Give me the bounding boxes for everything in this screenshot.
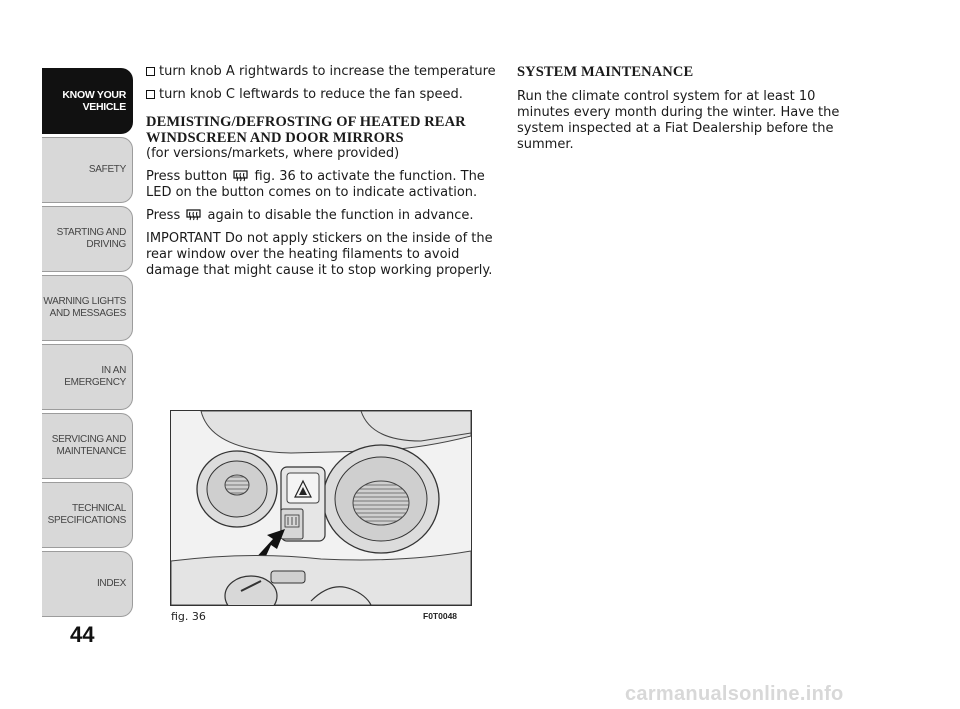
paragraph: Run the climate control system for at least 10 minutes every month during the winter. Have the system inspected at a Fiat Dealership before the summer. [517, 89, 840, 152]
tab-index[interactable] [42, 551, 133, 617]
important-note: IMPORTANT Do not apply stickers on the inside of the rear window over the heating filaments to avoid damage that might cause it to stop working properly. [146, 231, 493, 278]
list-item [146, 87, 496, 103]
tab-label: KNOW YOUR VEHICLE [62, 89, 126, 113]
checkbox-bullet-icon [146, 67, 155, 76]
tab-label: TECHNICAL SPECIFICATIONS [47, 503, 126, 526]
section-heading: DEMISTING/DEFROSTING OF HEATED REAR WINDSCREEN AND DOOR MIRRORS [146, 114, 466, 146]
watermark: carmanualsonline.info [625, 683, 844, 705]
figure-code: F0T0048 [423, 611, 458, 621]
tab-technical-specifications[interactable] [42, 482, 133, 548]
tab-label: WARNING LIGHTS AND MESSAGES [43, 296, 126, 319]
page-number: 44 [70, 622, 95, 647]
figure-caption: fig. 36 [171, 610, 206, 623]
left-column [146, 64, 496, 286]
tab-servicing-and-maintenance[interactable] [42, 413, 133, 479]
figure-dashboard-illustration [170, 410, 472, 606]
press-again-prefix: Press [146, 208, 181, 223]
tab-label: INDEX [96, 578, 126, 589]
tab-safety[interactable] [42, 137, 133, 203]
section-heading: SYSTEM MAINTENANCE [517, 64, 694, 80]
bullet-text: turn knob C leftwards to reduce the fan speed. [159, 87, 463, 102]
tab-know-your-vehicle[interactable] [42, 68, 133, 134]
press-again-suffix: again to disable the function in advance. [207, 208, 474, 223]
press-prefix: Press button [146, 169, 228, 184]
paragraph [146, 208, 496, 224]
press-suffix: fig. 36 to activate the function. The LED on the button comes on to indicate activation. [146, 169, 485, 200]
tab-label: SAFETY [88, 164, 126, 175]
tab-starting-and-driving[interactable] [42, 206, 133, 272]
tab-in-an-emergency[interactable] [42, 344, 133, 410]
list-item [146, 64, 496, 80]
tab-label: IN AN EMERGENCY [64, 365, 126, 388]
subtitle-text: (for versions/markets, where provided) [146, 146, 400, 161]
dashboard-drawing [171, 411, 471, 605]
tab-label: SERVICING AND MAINTENANCE [51, 434, 126, 457]
paragraph [146, 169, 496, 201]
right-column [517, 64, 847, 153]
tab-label: STARTING AND DRIVING [56, 227, 126, 250]
rear-defrost-icon [186, 208, 201, 221]
tab-warning-lights[interactable] [42, 275, 133, 341]
checkbox-bullet-icon [146, 90, 155, 99]
bullet-text: turn knob A rightwards to increase the temperature [159, 64, 496, 79]
rear-defrost-icon [233, 169, 248, 182]
